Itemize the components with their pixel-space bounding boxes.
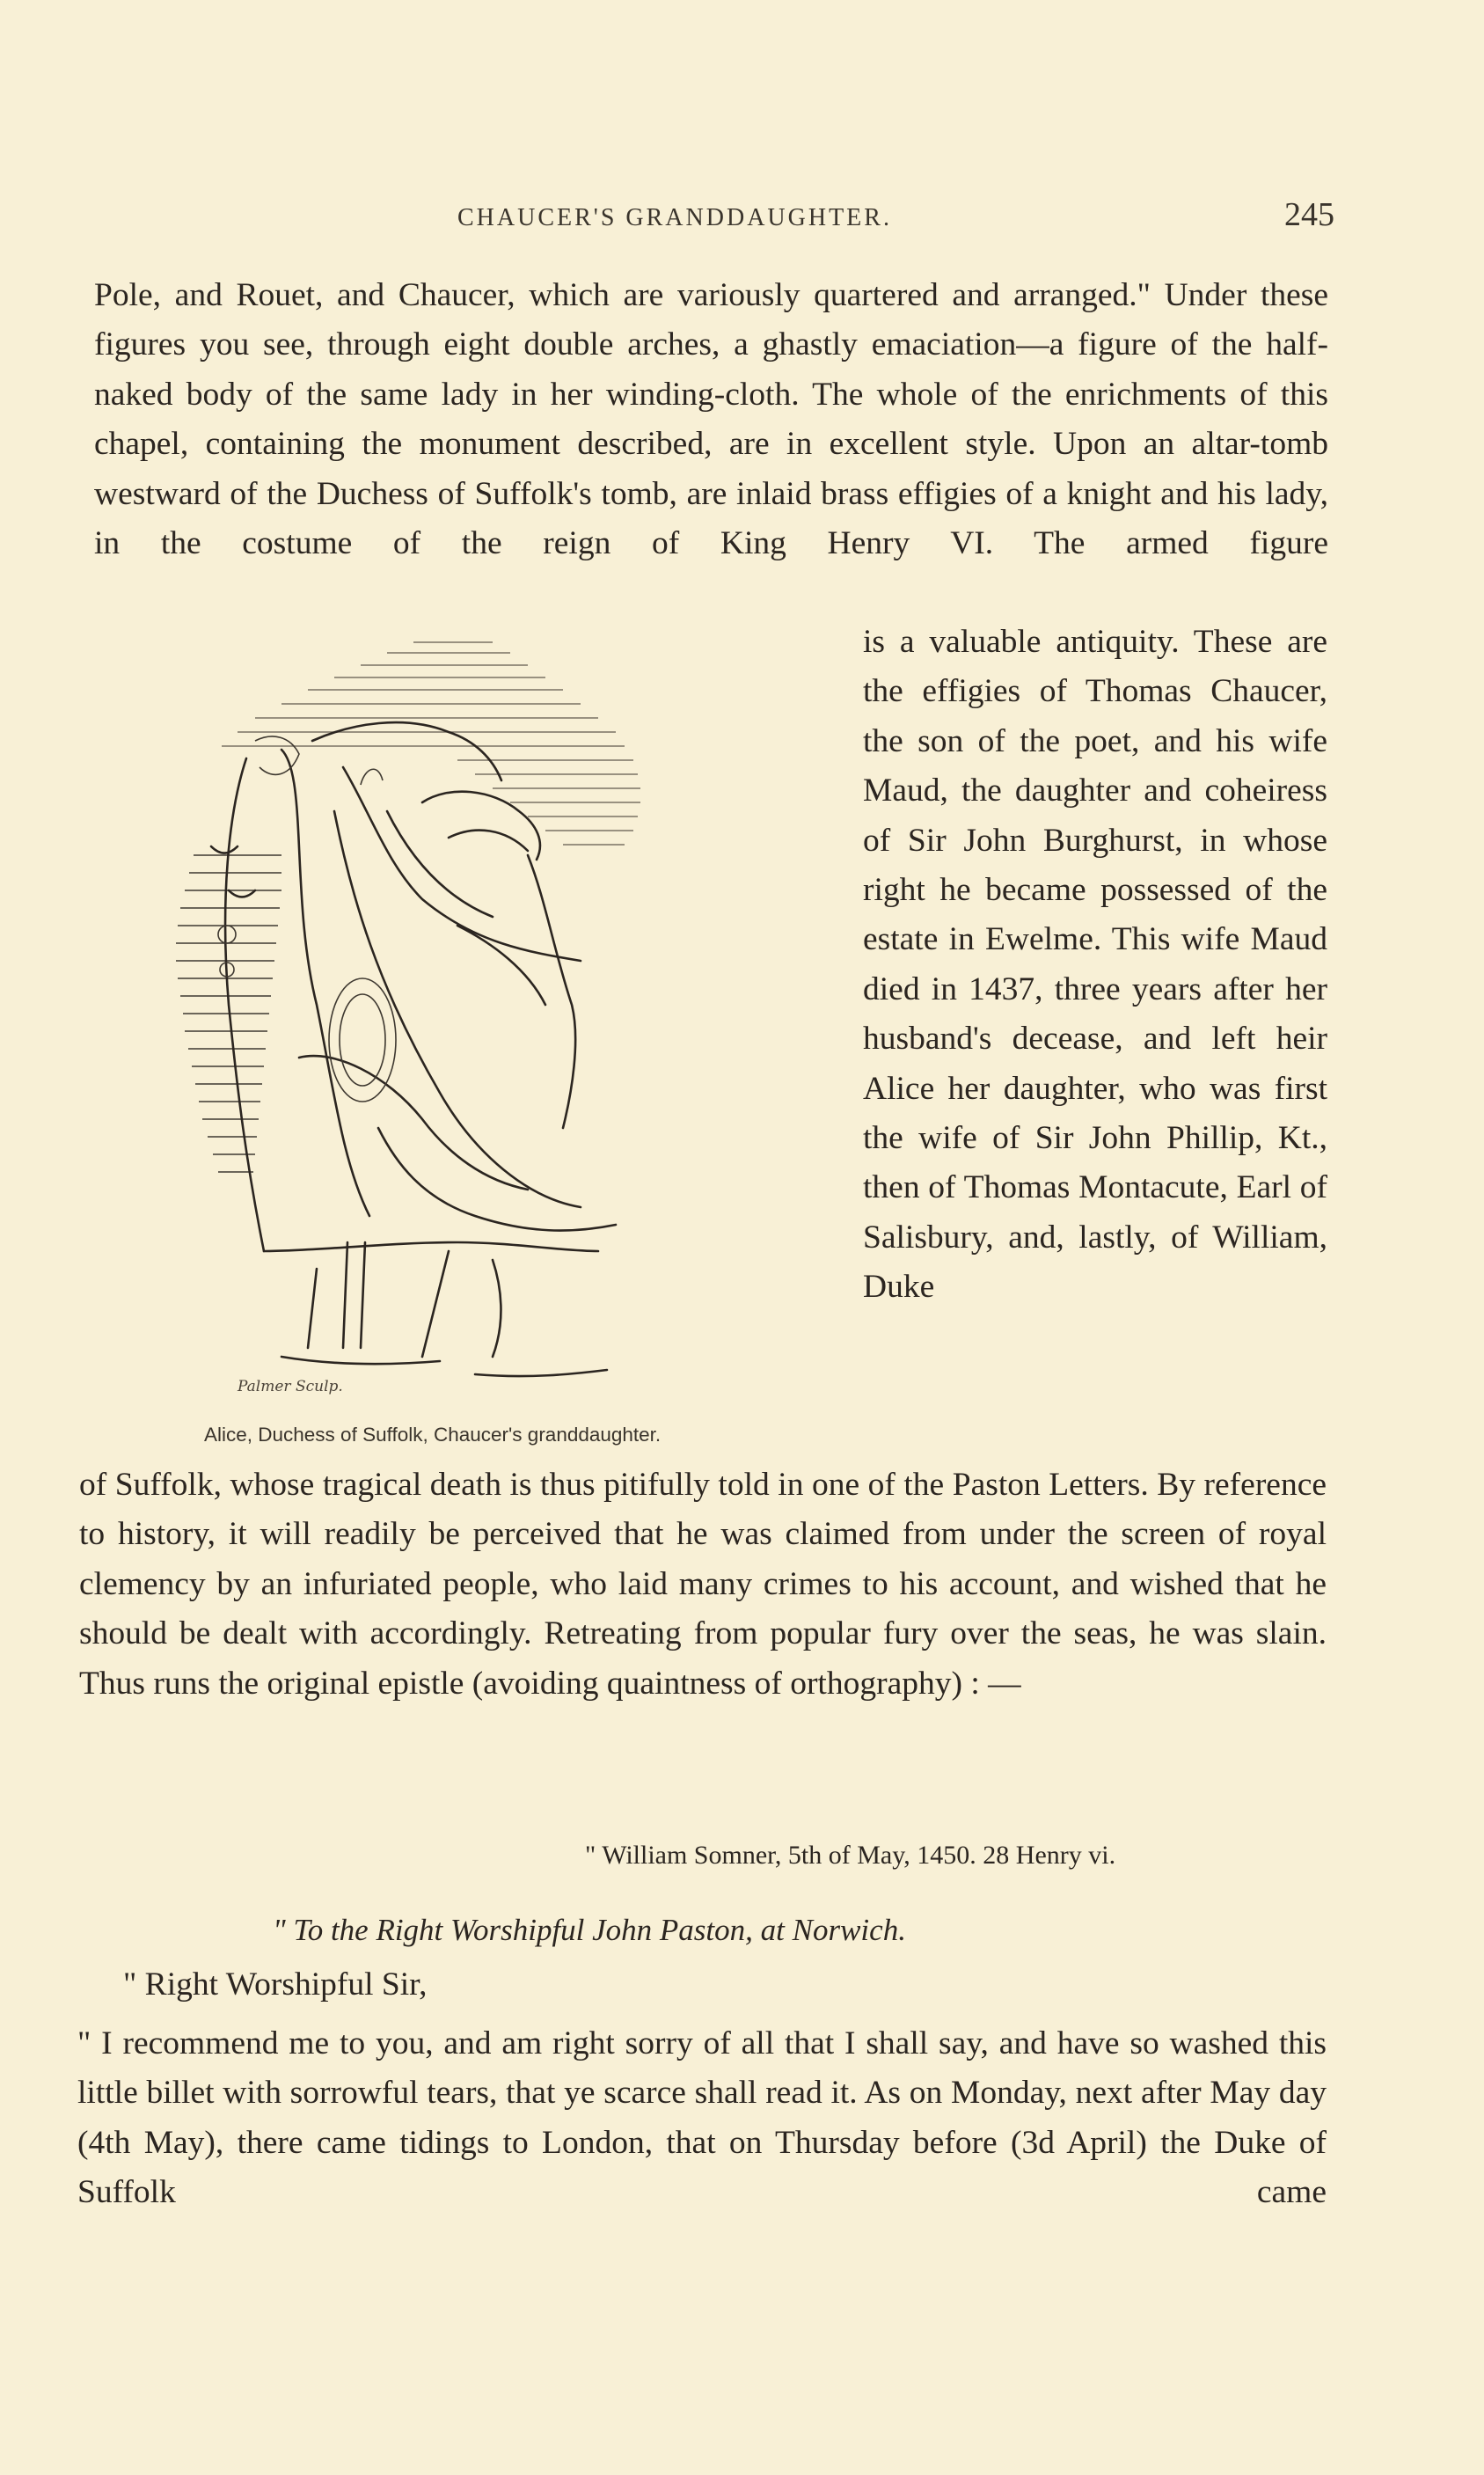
tomb-effigy-illustration [158, 635, 765, 1418]
letter-dateline: " William Somner, 5th of May, 1450. 28 Henry vi. [585, 1841, 1116, 1870]
paragraph-3: of Suffolk, whose tragical death is thus pitifully told in one of the Paston Letters. By reference to history, it will readily be perceived that he was claimed from under the screen of royal clemency by an infuriated people, who laid many crimes to his account, and wished that he should be dealt with accordingly. Retreating from popular fury over the seas, he was slain. Thus runs the original epistle (avoiding quaintness of orthography) : — [79, 1467, 1327, 1702]
letter-address: " To the Right Worshipful John Paston, at Norwich. [273, 1913, 906, 1947]
letter-paragraph: " I recommend me to you, and am right sorry of all that I shall say, and have so washed this little billet with sorrowful tears, that ye scarce shall read it. As on Monday, next after May day (4th May), there came tidings to London, that on Thursday before (3d April) the Duke of Suffolk came [77, 2025, 1327, 2211]
paragraph-2-wrap: is a valuable antiquity. These are the effigies of Thomas Chaucer, the son of the poet, and his wife Maud, the daughter and coheiress of Sir John Burghurst, in whose right he became possessed of the estate in Ewelme. This wife Maud died in 1437, three years after her husband's decease, and left heir Alice her daughter, who was first the wife of Sir John Phillip, Kt., then of Thomas Montacute, Earl of Salisbury, and, lastly, of William, Duke [863, 624, 1327, 1306]
figure-caption: Alice, Duchess of Suffolk, Chaucer's granddaughter. [204, 1424, 662, 1446]
paragraph-1: Pole, and Rouet, and Chaucer, which are variously quartered and arranged." Under these figures you see, through eight double arches, a ghastly emaciation—a figure of the half-naked body of the same lady in her winding-cloth. The whole of the enrichments of this chapel, containing the monument described, are in excellent style. Upon an altar-tomb westward of the Duchess of Suffolk's tomb, are inlaid brass effigies of a knight and his lady, in the costume of the reign of King Henry VI. The armed figure [94, 277, 1328, 562]
page-number: 245 [1284, 196, 1334, 233]
engraver-signature: Palmer Sculp. [238, 1378, 343, 1395]
engraving-figure [158, 635, 765, 1418]
letter-salutation: " Right Worshipful Sir, [123, 1966, 428, 2003]
running-header: CHAUCER'S GRANDDAUGHTER. [457, 204, 892, 231]
